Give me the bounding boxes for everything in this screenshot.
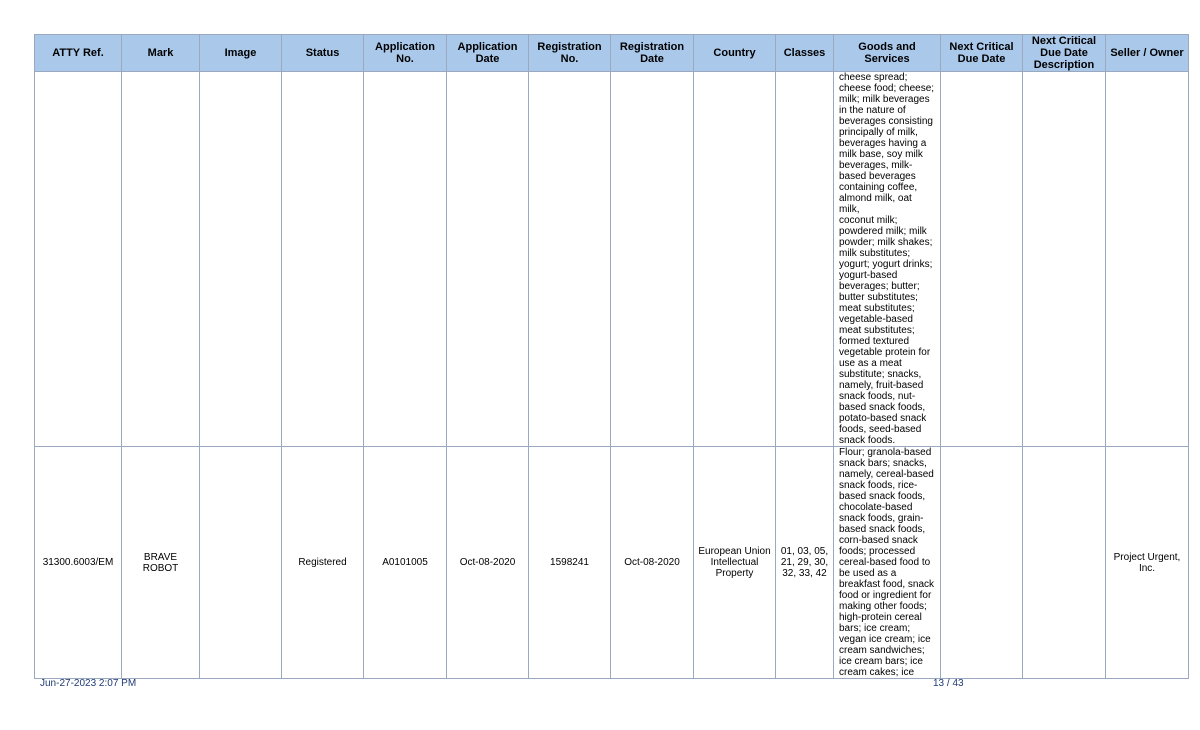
cell-image — [200, 447, 282, 679]
cell-registration-no: 1598241 — [529, 447, 611, 679]
cell-goods-services: Flour; granola-based snack bars; snacks, namely, cereal-based snack foods, rice- based snack foods, chocolate-based snack foods, grain- based snack foods, corn-based snack foods; processed cereal-based food to be used as a breakfast food, snack food or ingredient for making other foods; high-protein cereal bars; ice cream; vegan ice cream; ice cream sandwiches; ice cream bars; ice cream cakes; ice — [834, 447, 941, 679]
col-header-application-date: Application Date — [447, 35, 529, 72]
col-header-atty-ref: ATTY Ref. — [35, 35, 122, 72]
cell-registration-date: Oct-08-2020 — [611, 447, 694, 679]
col-header-image: Image — [200, 35, 282, 72]
cell-image — [200, 72, 282, 447]
cell-application-no: A0101005 — [364, 447, 447, 679]
cell-status: Registered — [282, 447, 364, 679]
cell-registration-date — [611, 72, 694, 447]
cell-atty-ref: 31300.6003/EM — [35, 447, 122, 679]
col-header-next-critical-due-date: Next Critical Due Date — [941, 35, 1023, 72]
col-header-next-critical-due-date-desc: Next Critical Due Date Description — [1023, 35, 1106, 72]
col-header-classes: Classes — [776, 35, 834, 72]
col-header-country: Country — [694, 35, 776, 72]
trademark-table — [34, 34, 1189, 679]
cell-country: European Union Intellectual Property — [694, 447, 776, 679]
cell-application-date — [447, 72, 529, 447]
cell-country — [694, 72, 776, 447]
col-header-application-no: Application No. — [364, 35, 447, 72]
cell-seller-owner: Project Urgent, Inc. — [1106, 447, 1189, 679]
cell-goods-services: cheese spread; cheese food; cheese; milk; milk beverages in the nature of beverages consisting principally of milk, beverages having a milk base, soy milk beverages, milk- based beverages containing coffee, almond milk, oat milk, coconut milk; powdered milk; milk powder; milk shakes; milk substitutes; yogurt; yogurt drinks; yogurt-based beverages; butter; butter substitutes; meat substitutes; vegetable-based meat substitutes; formed textured vegetable protein for use as a meat substitute; snacks, namely, fruit-based snack foods, nut- based snack foods, potato-based snack foods, seed-based snack foods. — [834, 72, 941, 447]
cell-next-critical-due-date — [941, 447, 1023, 679]
col-header-registration-date: Registration Date — [611, 35, 694, 72]
cell-registration-no — [529, 72, 611, 447]
cell-classes — [776, 72, 834, 447]
cell-application-no — [364, 72, 447, 447]
table-row — [35, 447, 1189, 679]
col-header-seller-owner: Seller / Owner — [1106, 35, 1189, 72]
cell-application-date: Oct-08-2020 — [447, 447, 529, 679]
cell-classes: 01, 03, 05, 21, 29, 30, 32, 33, 42 — [776, 447, 834, 679]
cell-next-critical-due-date-desc — [1023, 72, 1106, 447]
footer-page-number: 13 / 43 — [933, 678, 964, 689]
cell-next-critical-due-date — [941, 72, 1023, 447]
footer-timestamp: Jun-27-2023 2:07 PM — [40, 678, 137, 689]
col-header-status: Status — [282, 35, 364, 72]
col-header-registration-no: Registration No. — [529, 35, 611, 72]
cell-status — [282, 72, 364, 447]
cell-mark: BRAVE ROBOT — [122, 447, 200, 679]
cell-mark — [122, 72, 200, 447]
col-header-mark: Mark — [122, 35, 200, 72]
cell-seller-owner — [1106, 72, 1189, 447]
col-header-goods-services: Goods and Services — [834, 35, 941, 72]
table-row — [35, 72, 1189, 447]
table-header-row — [35, 35, 1189, 72]
cell-next-critical-due-date-desc — [1023, 447, 1106, 679]
cell-atty-ref — [35, 72, 122, 447]
